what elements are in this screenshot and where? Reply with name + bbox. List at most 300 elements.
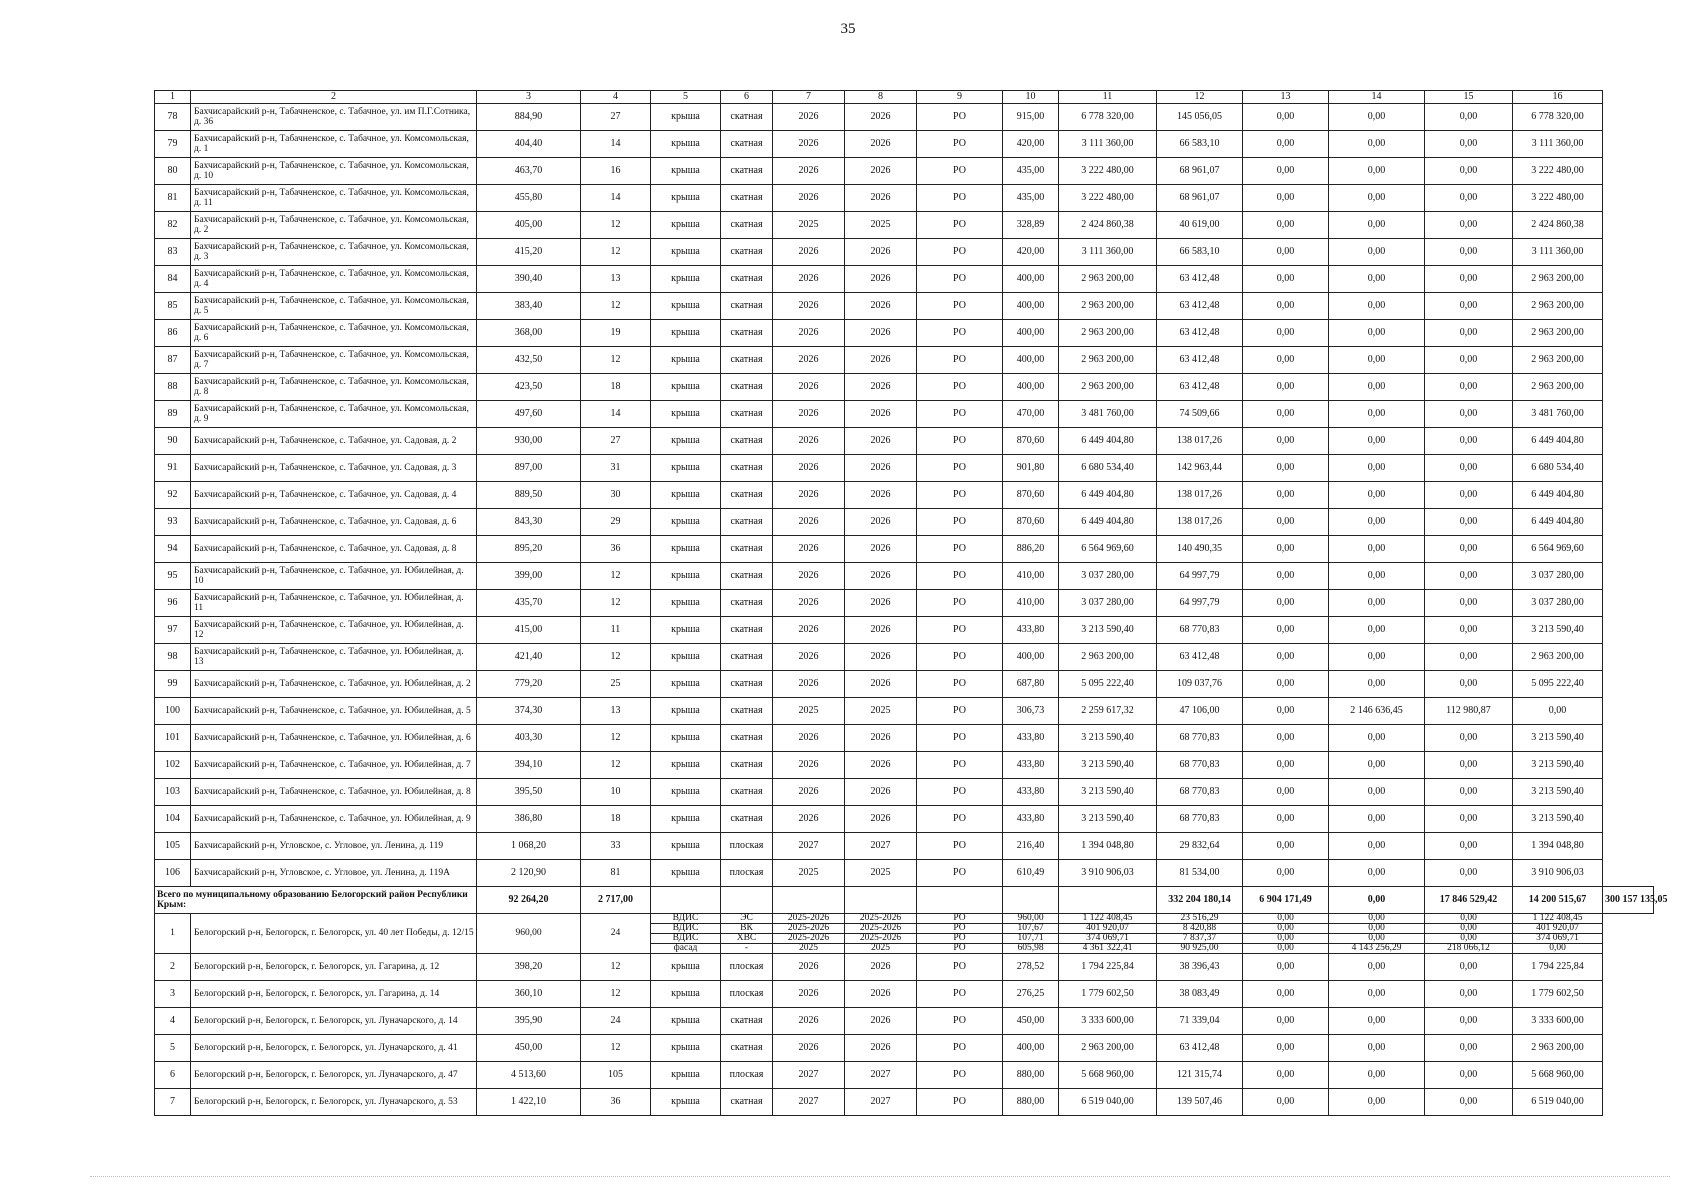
cell-c6: плоская [721,833,773,860]
cell-c15: 0,00 [1425,860,1513,887]
cell-c14: 0,00 [1329,833,1425,860]
cell-c13: 0,00 [1243,833,1329,860]
cell-c4: 105 [581,1062,651,1089]
cell-c6: скатная [721,590,773,617]
cell-c7: 2026 [773,725,845,752]
cell-c15: 0,00 [1425,131,1513,158]
cell-c14: 0,00 [1329,563,1425,590]
cell-c15: 0,00 [1425,1062,1513,1089]
address-cell: Бахчисарайский р-н, Табачненское, с. Табачное, ул. Юбилейная, д. 6 [191,725,477,752]
cell-c12: 8 420,88 [1157,924,1243,934]
cell-c3: 404,40 [477,131,581,158]
cell-c8: 2026 [845,954,917,981]
cell-c7: 2027 [773,833,845,860]
table-row [155,981,1654,1008]
cell-c3: 884,90 [477,104,581,131]
address-cell: Бахчисарайский р-н, Табачненское, с. Табачное, ул. Юбилейная, д. 7 [191,752,477,779]
cell-c4: 19 [581,320,651,347]
cell-c16: 6 449 404,80 [1513,509,1603,536]
cell-c6: скатная [721,131,773,158]
cell-c12: 63 412,48 [1157,1035,1243,1062]
cell-c16: 6 778 320,00 [1513,104,1603,131]
cell-c14: 0,00 [1329,320,1425,347]
column-header: 10 [1003,91,1059,104]
cell-c8: 2026 [845,455,917,482]
cell-c5: крыша [651,1008,721,1035]
table-row [155,320,1654,347]
cell-c5: крыша [651,954,721,981]
cell-c16: 6 564 969,60 [1513,536,1603,563]
cell-c12: 29 832,64 [1157,833,1243,860]
cell-c13: 0,00 [1243,536,1329,563]
cell-c15: 0,00 [1425,934,1513,944]
cell-c11: 6 449 404,80 [1059,482,1157,509]
column-header: 8 [845,91,917,104]
cell-c15: 112 980,87 [1425,698,1513,725]
cell-c3: 383,40 [477,293,581,320]
cell-c5: фасад [651,944,721,954]
cell-c15: 0,00 [1425,1089,1513,1116]
cell-c16: 3 213 590,40 [1513,779,1603,806]
cell-c7: 2025-2026 [773,924,845,934]
table-row [155,954,1654,981]
cell-c10: 400,00 [1003,347,1059,374]
cell-c9: РО [917,320,1003,347]
row-number: 6 [155,1062,191,1089]
cell-c8: 2026 [845,779,917,806]
cell-c8: 2025 [845,212,917,239]
total-c14: 17 846 529,42 [1425,887,1513,914]
cell-c16: 0,00 [1513,944,1603,954]
row-number: 95 [155,563,191,590]
cell-c4: 12 [581,563,651,590]
cell-c11: 3 213 590,40 [1059,806,1157,833]
cell-c8: 2026 [845,563,917,590]
column-header: 15 [1425,91,1513,104]
cell-c8: 2026 [845,374,917,401]
cell-c6: скатная [721,806,773,833]
cell-c6: скатная [721,401,773,428]
cell-c6: скатная [721,212,773,239]
cell-c12: 38 396,43 [1157,954,1243,981]
row-number: 98 [155,644,191,671]
cell-c4: 11 [581,617,651,644]
cell-c5: крыша [651,266,721,293]
cell-c9: РО [917,752,1003,779]
cell-c5: крыша [651,374,721,401]
table-row [155,1008,1654,1035]
area-cell: 960,00 [477,914,581,954]
cell-c9: РО [917,455,1003,482]
cell-c6: ЭС [721,914,773,924]
cell-c7: 2026 [773,563,845,590]
cell-c4: 12 [581,239,651,266]
total-c12: 6 904 171,49 [1243,887,1329,914]
cell-c5: крыша [651,1035,721,1062]
cell-c7: 2026 [773,104,845,131]
cell-c8: 2026 [845,185,917,212]
row-number: 83 [155,239,191,266]
cell-c15: 0,00 [1425,455,1513,482]
column-header: 11 [1059,91,1157,104]
row-number: 79 [155,131,191,158]
cell-c15: 0,00 [1425,1035,1513,1062]
cell-c15: 0,00 [1425,563,1513,590]
cell-c5: крыша [651,752,721,779]
cell-c12: 121 315,74 [1157,1062,1243,1089]
table-row [155,698,1654,725]
table-row [155,428,1654,455]
cell-c9: РО [917,981,1003,1008]
cell-c3: 450,00 [477,1035,581,1062]
total-c16: 300 157 135,05 [1603,887,1654,914]
cell-c8: 2026 [845,401,917,428]
row-number: 91 [155,455,191,482]
cell-c5: крыша [651,212,721,239]
cell-c13: 0,00 [1243,944,1329,954]
cell-c12: 90 925,00 [1157,944,1243,954]
table-row [155,1035,1654,1062]
cell-c3: 394,10 [477,752,581,779]
cell-c15: 0,00 [1425,1008,1513,1035]
cell-c15: 0,00 [1425,374,1513,401]
cell-c9: РО [917,644,1003,671]
table-row [155,590,1654,617]
cell-c4: 16 [581,158,651,185]
row-number: 89 [155,401,191,428]
cell-c7: 2025 [773,944,845,954]
cell-c10: 687,80 [1003,671,1059,698]
cell-c13: 0,00 [1243,563,1329,590]
cell-c5: крыша [651,590,721,617]
header-row [155,91,1654,104]
cell-c4: 13 [581,266,651,293]
cell-c13: 0,00 [1243,698,1329,725]
cell-c9: РО [917,239,1003,266]
cell-c10: 107,67 [1003,924,1059,934]
cell-c4: 12 [581,212,651,239]
cell-c6: скатная [721,1008,773,1035]
total-area: 92 264,20 [477,887,581,914]
cell-c15: 0,00 [1425,725,1513,752]
table-row [155,401,1654,428]
cell-c14: 0,00 [1329,401,1425,428]
cell-c13: 0,00 [1243,860,1329,887]
cell-c16: 3 481 760,00 [1513,401,1603,428]
cell-c3: 1 068,20 [477,833,581,860]
row-number: 82 [155,212,191,239]
cell-c8: 2026 [845,428,917,455]
cell-c12: 138 017,26 [1157,482,1243,509]
table-row [155,104,1654,131]
cell-c4: 14 [581,401,651,428]
cell-c11: 3 481 760,00 [1059,401,1157,428]
cell-c7: 2026 [773,779,845,806]
cell-c7: 2025 [773,698,845,725]
cell-c9: РО [917,806,1003,833]
table-row [155,239,1654,266]
address-cell: Бахчисарайский р-н, Табачненское, с. Табачное, ул. им П.Г.Сотника, д. 36 [191,104,477,131]
row-number: 101 [155,725,191,752]
cell-c4: 12 [581,293,651,320]
cell-c7: 2025-2026 [773,934,845,944]
cell-c16: 2 963 200,00 [1513,266,1603,293]
cell-c9: РО [917,563,1003,590]
cell-c4: 33 [581,833,651,860]
cell-c13: 0,00 [1243,104,1329,131]
cell-c7: 2026 [773,671,845,698]
cell-c9: РО [917,185,1003,212]
cell-c16: 1 122 408,45 [1513,914,1603,924]
empty-cell [845,887,917,914]
cell-c10: 450,00 [1003,1008,1059,1035]
address-cell: Бахчисарайский р-н, Табачненское, с. Табачное, ул. Комсомольская, д. 2 [191,212,477,239]
cell-c13: 0,00 [1243,455,1329,482]
cell-c11: 5 095 222,40 [1059,671,1157,698]
row-number: 105 [155,833,191,860]
cell-c4: 24 [581,1008,651,1035]
cell-c11: 3 111 360,00 [1059,239,1157,266]
cell-c13: 0,00 [1243,293,1329,320]
cell-c4: 18 [581,374,651,401]
cell-c6: ВК [721,924,773,934]
table-row [155,509,1654,536]
cell-c4: 30 [581,482,651,509]
cell-c14: 0,00 [1329,924,1425,934]
cell-c3: 889,50 [477,482,581,509]
cell-c16: 3 910 906,03 [1513,860,1603,887]
address-cell: Бахчисарайский р-н, Табачненское, с. Табачное, ул. Юбилейная, д. 10 [191,563,477,590]
table-subrow [155,914,1654,924]
table-row [155,131,1654,158]
cell-c10: 886,20 [1003,536,1059,563]
cell-c6: плоская [721,860,773,887]
cell-c6: скатная [721,266,773,293]
cell-c13: 0,00 [1243,131,1329,158]
cell-c10: 420,00 [1003,131,1059,158]
cell-c3: 930,00 [477,428,581,455]
cell-c9: РО [917,725,1003,752]
cell-c4: 14 [581,131,651,158]
column-header: 4 [581,91,651,104]
cell-c5: крыша [651,563,721,590]
cell-c10: 400,00 [1003,644,1059,671]
cell-c7: 2026 [773,1008,845,1035]
cell-c15: 0,00 [1425,536,1513,563]
cell-c16: 3 037 280,00 [1513,563,1603,590]
cell-c11: 3 213 590,40 [1059,617,1157,644]
cell-c4: 12 [581,981,651,1008]
cell-c7: 2026 [773,428,845,455]
row-number: 84 [155,266,191,293]
cell-c12: 63 412,48 [1157,266,1243,293]
cell-c13: 0,00 [1243,320,1329,347]
cell-c10: 605,98 [1003,944,1059,954]
total-row [155,887,1654,914]
cell-c4: 10 [581,779,651,806]
cell-c6: скатная [721,455,773,482]
cell-c11: 6 564 969,60 [1059,536,1157,563]
cell-c5: крыша [651,698,721,725]
row-number: 3 [155,981,191,1008]
cell-c14: 0,00 [1329,590,1425,617]
address-cell: Бахчисарайский р-н, Табачненское, с. Табачное, ул. Садовая, д. 6 [191,509,477,536]
cell-c9: РО [917,779,1003,806]
cell-c7: 2027 [773,1062,845,1089]
cell-c11: 3 037 280,00 [1059,563,1157,590]
cell-c9: РО [917,671,1003,698]
cell-c12: 7 837,37 [1157,934,1243,944]
address-cell: Бахчисарайский р-н, Табачненское, с. Табачное, ул. Комсомольская, д. 4 [191,266,477,293]
cell-c11: 3 910 906,03 [1059,860,1157,887]
table-row [155,266,1654,293]
table-row [155,185,1654,212]
cell-c10: 880,00 [1003,1062,1059,1089]
cell-c16: 3 222 480,00 [1513,158,1603,185]
cell-c10: 410,00 [1003,590,1059,617]
cell-c13: 0,00 [1243,725,1329,752]
cell-c15: 0,00 [1425,981,1513,1008]
cell-c10: 400,00 [1003,266,1059,293]
cell-c8: 2026 [845,320,917,347]
cell-c16: 2 963 200,00 [1513,347,1603,374]
cell-c6: скатная [721,428,773,455]
scan-edge-line [90,1176,1670,1177]
total-label: Всего по муниципальному образованию Белогорский район Республики Крым: [155,887,477,914]
cell-c7: 2027 [773,1089,845,1116]
cell-c6: скатная [721,644,773,671]
cell-c5: крыша [651,1062,721,1089]
cell-c7: 2026 [773,644,845,671]
cell-c14: 0,00 [1329,954,1425,981]
cell-c15: 0,00 [1425,212,1513,239]
cell-c4: 12 [581,1035,651,1062]
cell-c6: скатная [721,1089,773,1116]
cell-c15: 0,00 [1425,914,1513,924]
cell-c11: 2 963 200,00 [1059,347,1157,374]
cell-c8: 2026 [845,293,917,320]
row-number: 93 [155,509,191,536]
cell-c12: 66 583,10 [1157,239,1243,266]
cell-c15: 0,00 [1425,833,1513,860]
cell-c7: 2025-2026 [773,914,845,924]
residents-cell: 24 [581,914,651,954]
cell-c16: 6 449 404,80 [1513,482,1603,509]
cell-c13: 0,00 [1243,752,1329,779]
address-cell: Белогорский р-н, Белогорск, г. Белогорск, ул. Гагарина, д. 12 [191,954,477,981]
table-row [155,779,1654,806]
cell-c8: 2026 [845,266,917,293]
cell-c15: 0,00 [1425,954,1513,981]
cell-c12: 142 963,44 [1157,455,1243,482]
cell-c7: 2026 [773,981,845,1008]
cell-c9: РО [917,1062,1003,1089]
cell-c11: 3 111 360,00 [1059,131,1157,158]
address-cell: Бахчисарайский р-н, Табачненское, с. Табачное, ул. Юбилейная, д. 12 [191,617,477,644]
cell-c14: 0,00 [1329,1035,1425,1062]
cell-c12: 40 619,00 [1157,212,1243,239]
cell-c16: 2 963 200,00 [1513,374,1603,401]
cell-c14: 0,00 [1329,725,1425,752]
cell-c11: 3 213 590,40 [1059,752,1157,779]
cell-c16: 5 095 222,40 [1513,671,1603,698]
cell-c3: 399,00 [477,563,581,590]
cell-c8: 2026 [845,752,917,779]
table-row [155,644,1654,671]
cell-c16: 6 680 534,40 [1513,455,1603,482]
row-number: 103 [155,779,191,806]
cell-c12: 23 516,29 [1157,914,1243,924]
cell-c9: РО [917,833,1003,860]
cell-c7: 2025 [773,860,845,887]
cell-c3: 2 120,90 [477,860,581,887]
cell-c8: 2026 [845,590,917,617]
cell-c3: 398,20 [477,954,581,981]
column-header: 2 [191,91,477,104]
cell-c16: 3 213 590,40 [1513,752,1603,779]
cell-c8: 2026 [845,671,917,698]
cell-c7: 2026 [773,293,845,320]
cell-c12: 63 412,48 [1157,347,1243,374]
cell-c15: 0,00 [1425,644,1513,671]
cell-c14: 0,00 [1329,644,1425,671]
cell-c5: крыша [651,833,721,860]
cell-c13: 0,00 [1243,1062,1329,1089]
cell-c9: РО [917,944,1003,954]
table-row [155,158,1654,185]
cell-c13: 0,00 [1243,934,1329,944]
row-number: 90 [155,428,191,455]
cell-c4: 13 [581,698,651,725]
cell-c5: крыша [651,158,721,185]
cell-c16: 2 963 200,00 [1513,1035,1603,1062]
cell-c5: крыша [651,347,721,374]
cell-c5: крыша [651,509,721,536]
cell-c9: РО [917,590,1003,617]
cell-c4: 36 [581,536,651,563]
cell-c14: 0,00 [1329,509,1425,536]
cell-c7: 2026 [773,617,845,644]
cell-c3: 463,70 [477,158,581,185]
cell-c14: 0,00 [1329,293,1425,320]
cell-c16: 6 519 040,00 [1513,1089,1603,1116]
cell-c9: РО [917,401,1003,428]
cell-c9: РО [917,104,1003,131]
cell-c14: 0,00 [1329,347,1425,374]
cell-c8: 2025 [845,698,917,725]
address-cell: Бахчисарайский р-н, Табачненское, с. Табачное, ул. Садовая, д. 3 [191,455,477,482]
cell-c13: 0,00 [1243,914,1329,924]
cell-c14: 0,00 [1329,131,1425,158]
total-c13: 0,00 [1329,887,1425,914]
address-cell: Белогорский р-н, Белогорск, г. Белогорск, ул. Луначарского, д. 14 [191,1008,477,1035]
cell-c12: 71 339,04 [1157,1008,1243,1035]
cell-c6: скатная [721,239,773,266]
cell-c12: 109 037,76 [1157,671,1243,698]
address-cell: Бахчисарайский р-н, Табачненское, с. Табачное, ул. Юбилейная, д. 5 [191,698,477,725]
cell-c7: 2026 [773,347,845,374]
empty-cell [721,887,773,914]
table-row [155,374,1654,401]
cell-c5: крыша [651,779,721,806]
cell-c16: 3 037 280,00 [1513,590,1603,617]
row-number: 88 [155,374,191,401]
cell-c4: 12 [581,752,651,779]
cell-c16: 401 920,07 [1513,924,1603,934]
cell-c15: 0,00 [1425,239,1513,266]
cell-c7: 2026 [773,752,845,779]
cell-c8: 2026 [845,509,917,536]
